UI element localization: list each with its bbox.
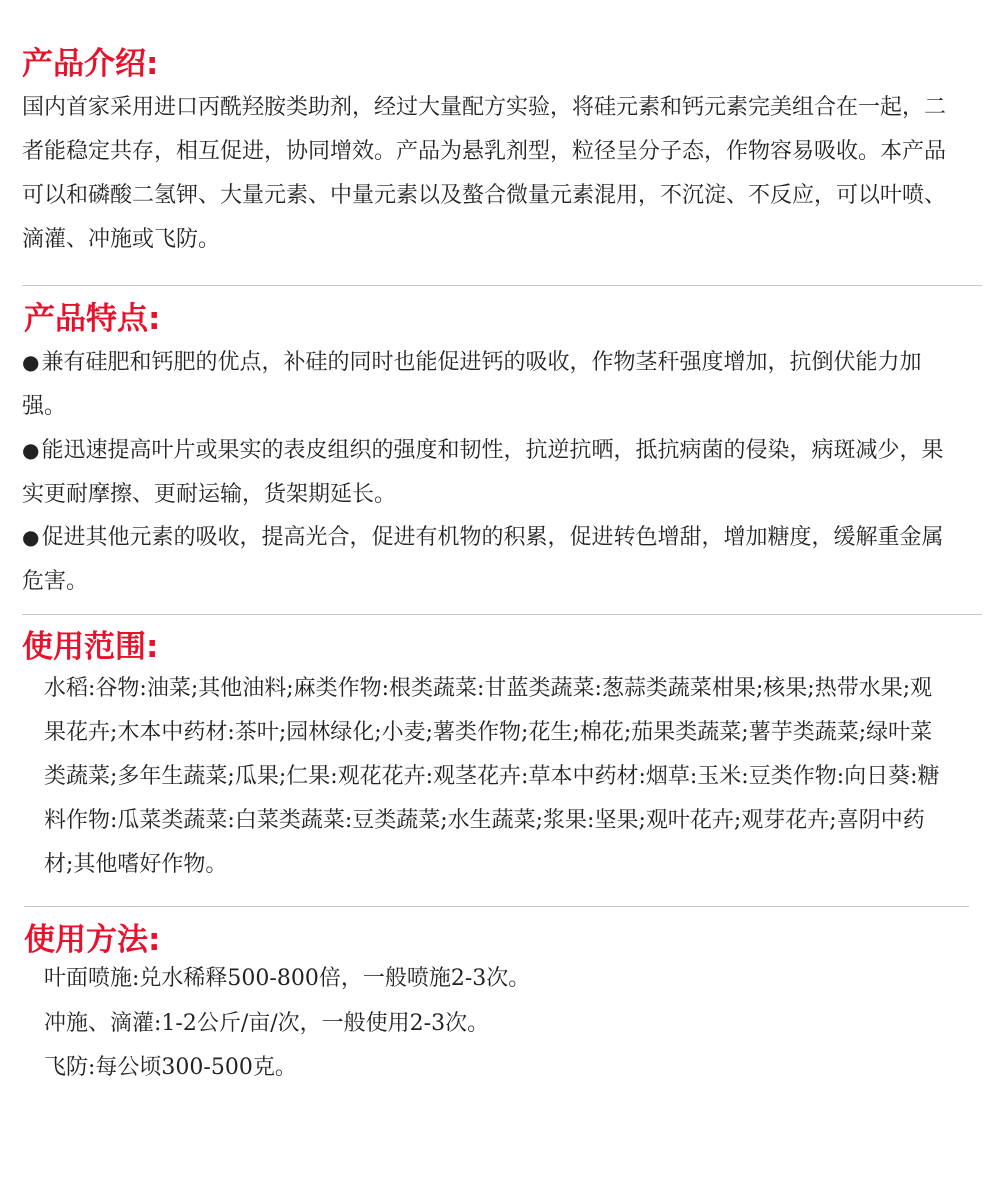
- section-divider: [22, 285, 982, 286]
- intro-heading: 产品介绍:: [22, 46, 159, 82]
- feature-item: [22, 515, 957, 604]
- scope-paragraph: 水稻:谷物:油菜;其他油料;麻类作物:根类蔬菜:甘蓝类蔬菜:葱蒜类蔬菜柑果;核果;热带水果;观果花卉;木本中药材:茶叶;园林绿化;小麦;薯类作物;花生;棉花;茄果类蔬菜;薯芋类蔬菜;绿叶菜类蔬菜;多年生蔬菜;瓜果;仁果:观花花卉:观茎花卉:草本中药材:烟草:玉米:豆类作物:向日葵:糖料作物:瓜菜类蔬菜:白菜类蔬菜:豆类蔬菜;水生蔬菜;浆果:坚果;观叶花卉;观芽花卉;喜阴中药材;其他嗜好作物。: [44, 676, 940, 877]
- feature-item: [22, 340, 957, 429]
- feature-item: [22, 428, 957, 517]
- scope-heading: 使用范围:: [22, 629, 159, 665]
- bullet-dot-icon: ●: [22, 350, 40, 374]
- method-line: 叶面喷施:兑水稀释500-800倍，一般喷施2-3次。: [44, 966, 531, 991]
- method-heading: 使用方法:: [24, 922, 161, 958]
- section-divider: [22, 614, 982, 615]
- bullet-dot-icon: ●: [22, 525, 40, 549]
- method-line: 飞防:每公顷300-500克。: [44, 1055, 297, 1080]
- features-heading: 产品特点:: [24, 301, 161, 337]
- bullet-dot-icon: ●: [22, 438, 40, 462]
- section-divider: [24, 906, 969, 907]
- feature-text: 能迅速提高叶片或果实的表皮组织的强度和韧性，抗逆抗晒，抵抗病菌的侵染，病斑减少，果实更耐摩擦、更耐运输，货架期延长。: [22, 438, 944, 507]
- method-line: 冲施、滴灌:1-2公斤/亩/次，一般使用2-3次。: [44, 1011, 490, 1036]
- feature-text: 促进其他元素的吸收，提高光合，促进有机物的积累，促进转色增甜，增加糖度，缓解重金属危害。: [22, 525, 944, 594]
- intro-paragraph: 国内首家采用进口丙酰羟胺类助剂，经过大量配方实验，将硅元素和钙元素完美组合在一起，二者能稳定共存，相互促进，协同增效。产品为悬乳剂型，粒径呈分子态，作物容易吸收。本产品可以和磷酸二氢钾、大量元素、中量元素以及螯合微量元素混用，不沉淀、不反应，可以叶喷、滴灌、冲施或飞防。: [22, 95, 947, 252]
- feature-text: 兼有硅肥和钙肥的优点，补硅的同时也能促进钙的吸收，作物茎秆强度增加，抗倒伏能力加强。: [22, 350, 922, 419]
